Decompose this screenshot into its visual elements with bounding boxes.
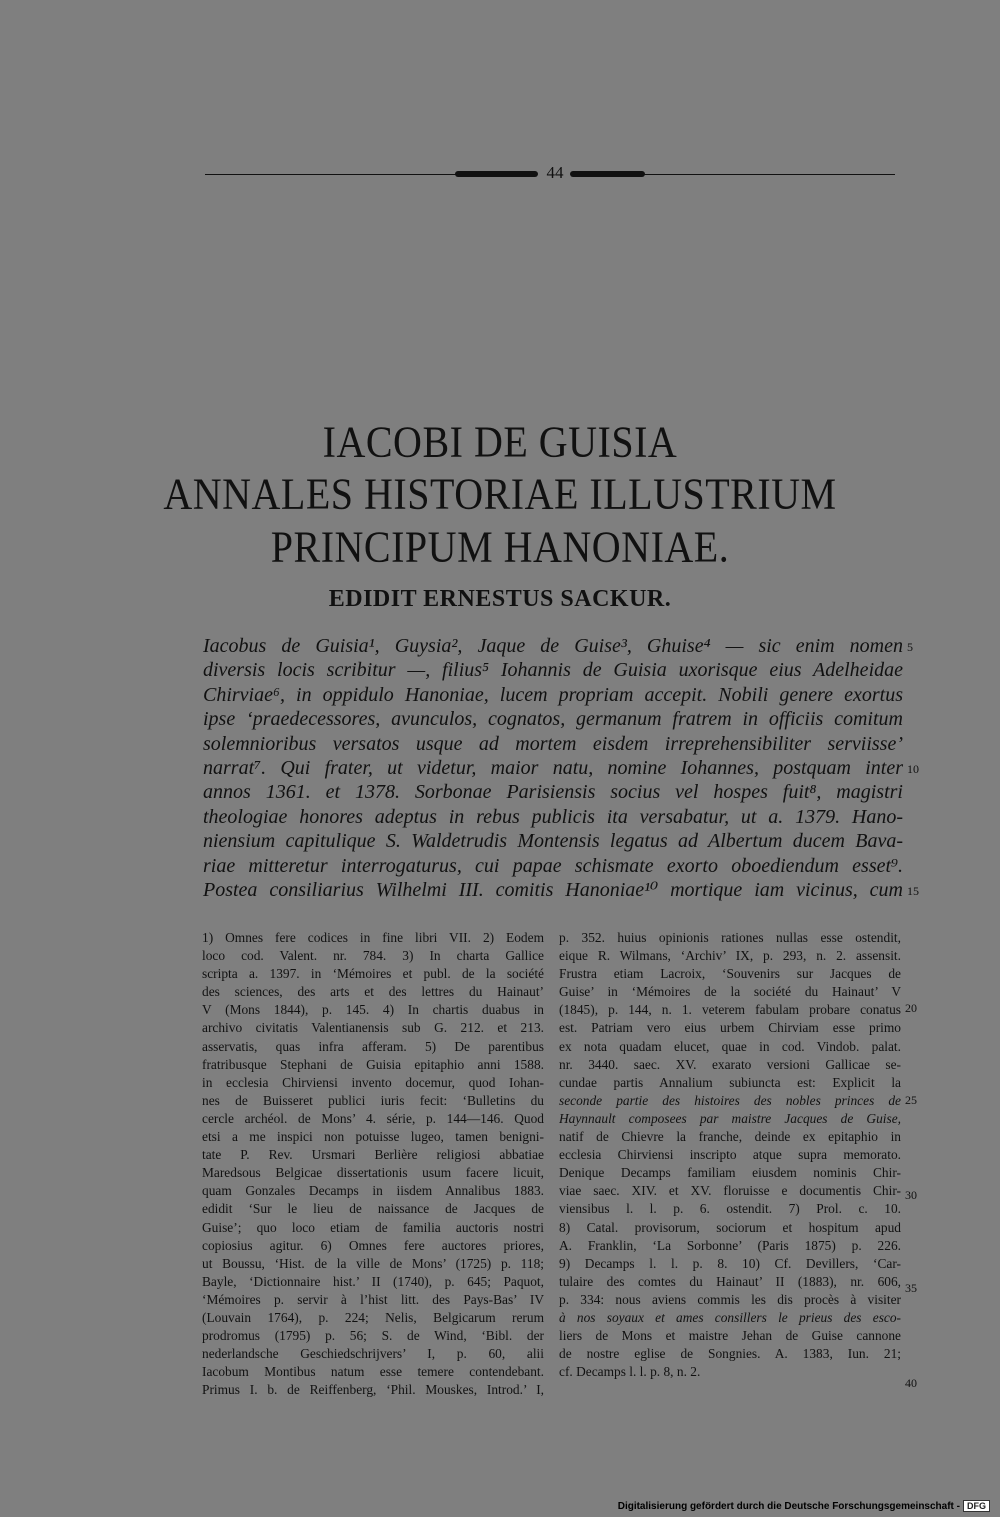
footnote-line: loco cod. Valent. nr. 784. 3) In charta Gallice [202,948,544,964]
footnote-line: nes de Buisseret publici iuris fecit: ‘Bulletins du [202,1092,544,1108]
footnote-line: des sciences, des arts et des lettres du Hainaut’ [202,984,544,1000]
body-line: annos 1361. et 1378. Sorbonae Parisiensis socius vel hospes fuit⁸, magistri [203,781,903,804]
line-number: 25 [905,1093,917,1107]
footnote-line: Denique Decamps familiam eiusdem nominis Chir- [559,1165,901,1181]
body-line: Chirviae⁶, in oppidulo Hanoniae, lucem propriam accepit. Nobili genere exortus [203,683,903,706]
footnotes-right-column [559,929,901,1381]
body-line: riae mitteretur interrogaturus, cui papae schismate exorto oboediendum esset⁹. [203,854,903,877]
footnote-line: in ecclesia Chirviensi invento docemur, quod Iohan- [202,1074,544,1090]
footnote-line: asservatis, quas infra afferam. 5) De parentibus [202,1038,544,1054]
footnote-line: nr. 3440. saec. XV. exarato versioni Gallicae se- [559,1056,901,1072]
line-number: 5 [907,640,913,654]
footnote-line: viensibus l. l. p. 6. ostendit. 7) Prol. c. 10. [559,1201,901,1217]
rule-ornament-left [455,171,538,177]
footnote-line: V (Mons 1844), p. 145. 4) In chartis duabus in [202,1002,544,1018]
footnote-line: Iacobum Montibus natum esse temere contendebant. [202,1364,544,1380]
footnote-line: Primus I. b. de Reiffenberg, ‘Phil. Mouskes, Introd.’ I, [202,1382,544,1398]
line-number: 30 [905,1188,917,1202]
footnote-line: Frustra etiam Lacroix, ‘Souvenirs sur Jacques de [559,966,901,982]
line-number: 20 [905,1001,917,1015]
footnote-line: Haynnault composees par maistre Jacques de Guise, [559,1110,901,1126]
dfg-logo: DFG [963,1500,990,1512]
footnote-line: 1) Omnes fere codices in fine libri VII. 2) Eodem [202,930,544,945]
footnote-line: etsi a me inspici non potuisse lugeo, tamen benigni- [202,1129,544,1145]
footnote-line: tate P. Rev. Ursmari Berlière religiosi abbatiae [202,1147,544,1163]
footnote-line: ecclesia Chirviensi inscripto atque supra memorato. [559,1147,901,1163]
line-number: 40 [905,1376,917,1390]
footnote-line: Bayle, ‘Dictionnaire hist.’ II (1740), p. 645; Paquot, [202,1273,544,1289]
footnote-line: ‘Mémoires p. servir à l’hist litt. des Pays-Bas’ IV [202,1291,544,1307]
rule-right [595,174,895,175]
page-number-rule [205,160,895,190]
title-line-2: ANNALES HISTORIAE ILLUSTRIUM [163,468,837,519]
body-line: theologiae honores adeptus in rebus publicis ita versabatur, ut a. 1379. Hano- [203,805,903,828]
line-number: 35 [905,1281,917,1295]
footnote-line: nederlandsche Geschiedschrijvers’ I, p. 60, alii [202,1346,544,1362]
footnote-line: ex nota quadam elucet, quae in cod. Vindob. palat. [559,1038,901,1054]
footnote-line: de nostre eglise de Songnies. A. 1383, Iun. 21; [559,1346,901,1362]
footnote-line: viae saec. XIV. et XV. floruisse e documentis Chir- [559,1183,901,1199]
footnote-line: prodromus (1795) p. 56; S. de Wind, ‘Bibl. der [202,1328,544,1344]
page-number: 44 [546,163,564,182]
footnote-line: Maredsous Belgicae dissertationis usum facere licuit, [202,1165,544,1181]
footnote-line: fratribusque Stephani de Guisia epitaphio anni 1588. [202,1056,544,1072]
body-line: niensium capitulique S. Waldetrudis Montensis legatus ad Albertum ducem Bava- [203,830,903,853]
body-line: narrat⁷. Qui frater, ut videtur, maior natu, nomine Iohannes, postquam inter [203,757,903,779]
body-line: solemnioribus versatos usque ad mortem eisdem irreprehensibiliter serviisse’ [203,732,903,755]
footnote-line: Guise’ in ‘Mémoires de la société du Hainaut’ V [559,984,901,1000]
footer-text: Digitalisierung gefördert durch die Deutsche Forschungsgemeinschaft - [617,1501,960,1512]
footnote-line: cercle archéol. de Mons’ 4. série, p. 144—146. Quod [202,1110,544,1126]
footnote-line: p. 352. huius opinionis rationes nullas esse ostendit, [559,930,901,945]
footnote-line: est. Patriam vero eius urbem Chirviam esse primo [559,1020,901,1036]
title-line-1: IACOBI DE GUISIA [322,416,678,467]
footnote-line: quam Gonzales Decamps in iisdem Annalibus 1883. [202,1183,544,1199]
footnote-line: scripta a. 1397. in ‘Mémoires et publ. de la société [202,966,544,982]
line-number: 15 [907,884,919,898]
footnote-line: seconde partie des histoires des nobles princes de [559,1092,901,1108]
subtitle: EDIDIT ERNESTUS SACKUR. [328,586,672,612]
body-line: ipse ‘praedecessores, avunculos, cognatos, germanum fratrem in officiis comitum [203,708,903,731]
footnote-line: ut Boussu, ‘Hist. de la ville de Mons’ (1725) p. 118; [202,1255,544,1271]
footnote-line: liers de Mons et maistre Jehan de Guise cannone [559,1328,901,1344]
footnote-line: edidit ‘Sur le lieu de naissance de Jacques de [202,1201,544,1217]
footnote-line: archivo civitatis Valentianensis sub G. 212. et 213. [202,1020,544,1036]
footnote-line: (Louvain 1764), p. 224; Nelis, Belgicarum rerum [202,1309,544,1325]
footnotes-left-column [202,929,544,1399]
body-line: Postea consiliarius Wilhelmi III. comitis Hanoniae¹⁰ mortique iam vicinus, cum [203,879,903,901]
footnote-line: A. Franklin, ‘La Sorbonne’ (Paris 1875) p. 226. [559,1237,901,1253]
footnote-line: p. 334: nous aviens commis les dis procès à visiter [559,1291,901,1307]
footnote-line: 9) Decamps l. l. p. 8. 10) Cf. Devillers, ‘Car- [559,1255,901,1271]
digitization-footer [618,1500,990,1512]
line-number: 10 [907,762,919,776]
footnote-line: à nos soyaux et ames consillers le prieus des esco- [559,1309,901,1325]
footnote-line: Guise’; quo loco etiam de familia auctoris nostri [202,1219,544,1235]
title-line-3: PRINCIPUM HANONIAE. [270,521,730,572]
footnote-line: cundae partis Annalium subiuncta est: Explicit la [559,1074,901,1090]
footnote-line: cf. Decamps l. l. p. 8, n. 2. [559,1364,701,1380]
footnote-line: (1845), p. 144, n. 1. veterem fabulam probare conatus [559,1002,901,1018]
body-line: diversis locis scribitur —, filius⁵ Iohannis de Guisia uxorisque eius Adelheidae [203,659,903,682]
footnote-line: eique R. Wilmans, ‘Archiv’ IX, p. 293, n. 2. assensit. [559,948,901,964]
footnote-line: 8) Catal. provisorum, sociorum et hospitum apud [559,1219,901,1235]
footnote-line: copiosius agitur. 6) Omnes fere auctores priores, [202,1237,544,1253]
footnote-line: tulaire des comtes du Hainaut’ II (1883), nr. 606, [559,1273,901,1289]
body-line: Iacobus de Guisia¹, Guysia², Jaque de Guise³, Ghuise⁴ — sic enim nomen [203,635,903,657]
footnote-line: natif de Chievre la franche, deinde ex epitaphio in [559,1129,901,1145]
